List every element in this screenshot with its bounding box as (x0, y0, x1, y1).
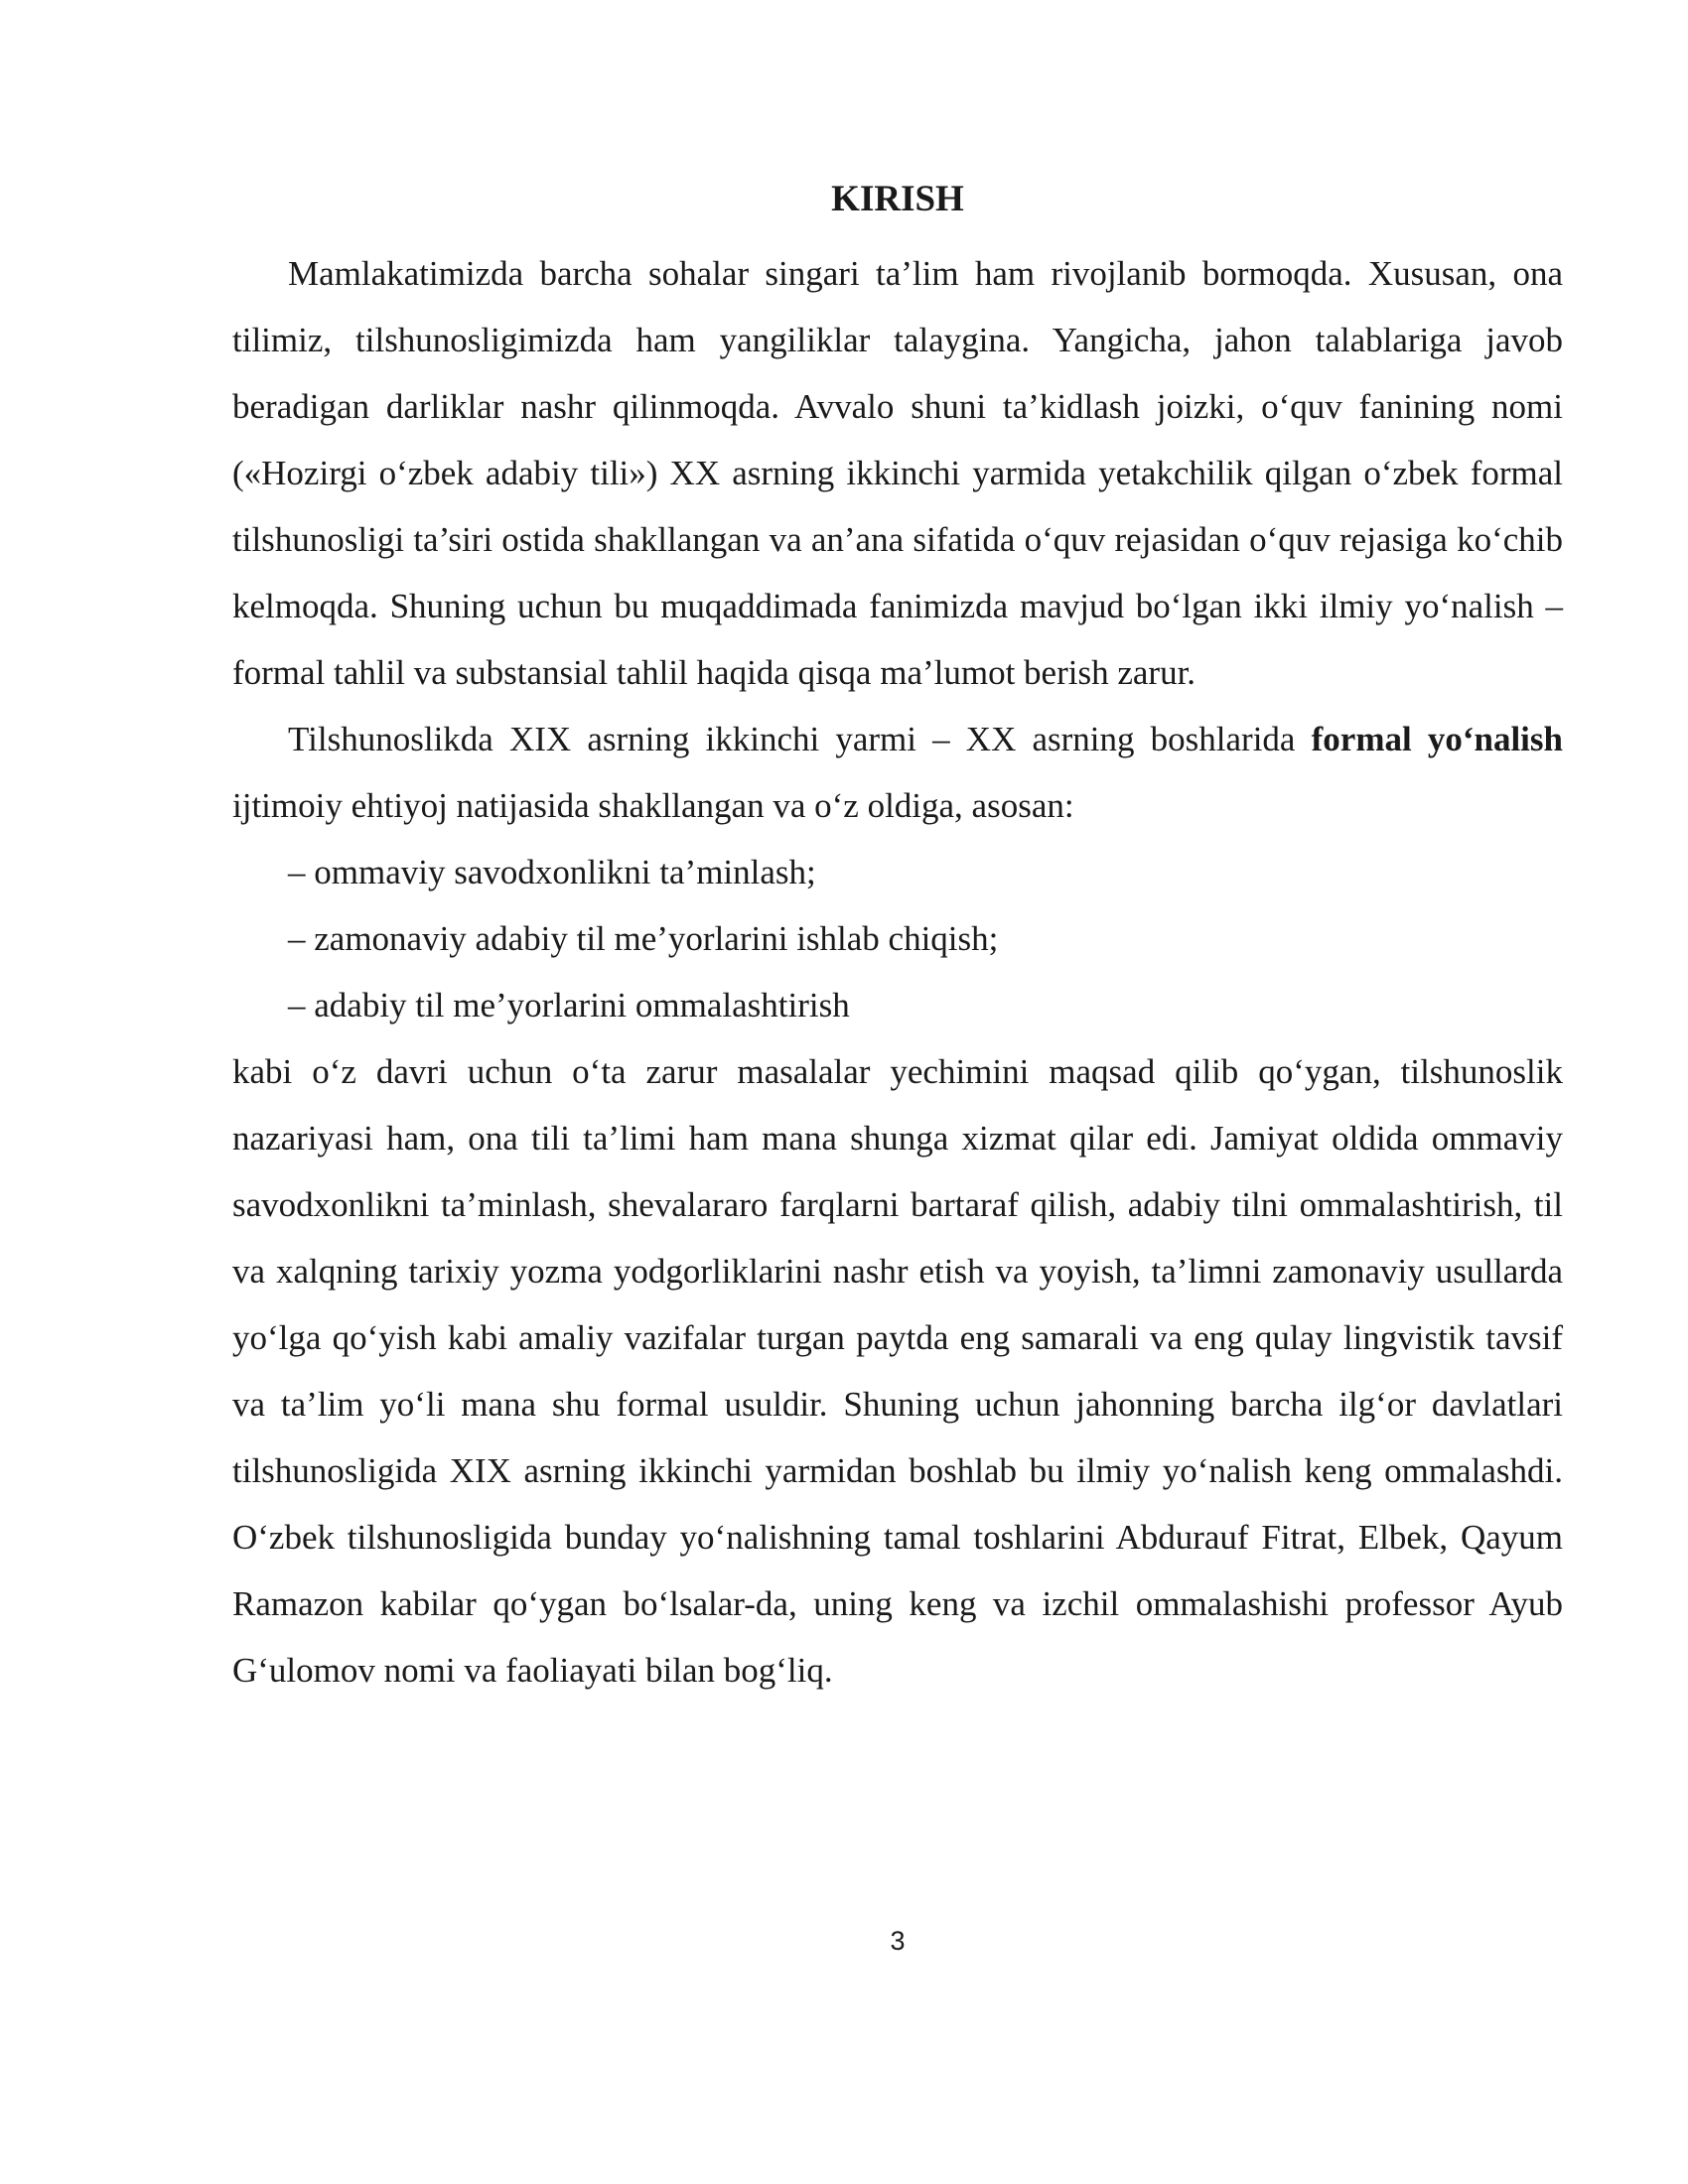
paragraph-formal-direction-rest: ijtimoiy ehtiyoj natijasida shakllangan va o‘z oldiga, asosan: (232, 786, 1074, 825)
document-page (232, 0, 1563, 2184)
list-item: – adabiy til me’yorlarini ommalashtirish (288, 986, 850, 1024)
formal-direction-term: formal yo‘nalish (1311, 720, 1563, 758)
paragraph-intro: Mamlakatimizda barcha sohalar singari ta’lim ham rivojlanib bormoqda. Xususan, ona tilimiz, tilshunosligimizda ham yangiliklar talaygina. Yangicha, jahon talablariga javob beradigan darliklar nashr qilinmoqda. Avvalo shuni ta’kidlash joizki, o‘quv fanining nomi («Hozirgi o‘zbek adabiy tili») XX asrning ikkinchi yarmida yetakchilik qilgan o‘zbek formal tilshunosligi ta’siri ostida shakllangan va an’ana sifatida o‘quv rejasidan o‘quv rejasiga ko‘chib kelmoqda. Shuning uchun bu muqaddimada fanimizda mavjud bo‘lgan ikki ilmiy yo‘nalish – formal tahlil va substansial tahlil haqida qisqa ma’lumot berish zarur. (232, 254, 1563, 692)
paragraph-formal-direction (232, 706, 1563, 839)
document-body (232, 240, 1563, 1704)
paragraph-continuation: kabi o‘z davri uchun o‘ta zarur masalalar yechimini maqsad qilib qo‘ygan, tilshunoslik nazariyasi ham, ona tili ta’limi ham mana shunga xizmat qilar edi. Jamiyat oldida ommaviy savodxonlikni ta’minlash, shevalararo farqlarni bartaraf qilish, adabiy tilni ommalashtirish, til va xalqning tarixiy yozma yodgorliklarini nashr etish va yoyish, ta’limni zamonaviy usullarda yo‘lga qo‘yish kabi amaliy vazifalar turgan paytda eng samarali va eng qulay lingvistik tavsif va ta’lim yo‘li mana shu formal usuldir. Shuning uchun jahonning barcha ilg‘or davlatlari tilshunosligida XIX asrning ikkinchi yarmidan boshlab bu ilmiy yo‘nalish keng ommalashdi. O‘zbek tilshunosligida bunday yo‘nalishning tamal toshlarini Abdurauf Fitrat, Elbek, Qayum Ramazon kabilar qo‘ygan bo‘lsalar-da, uning keng va izchil ommalashishi professor Ayub G‘ulomov nomi va faoliayati bilan bog‘liq. (232, 1052, 1563, 1690)
list-item: – zamonaviy adabiy til me’yorlarini ishlab chiqish; (288, 919, 999, 958)
page-title: KIRISH (831, 179, 964, 219)
paragraph-formal-direction-intro: Tilshunoslikda XIX asrning ikkinchi yarmi – XX asrning boshlarida (288, 720, 1312, 758)
page-number: 3 (890, 1926, 906, 1956)
list-item: – ommaviy savodxonlikni ta’minlash; (288, 853, 816, 891)
